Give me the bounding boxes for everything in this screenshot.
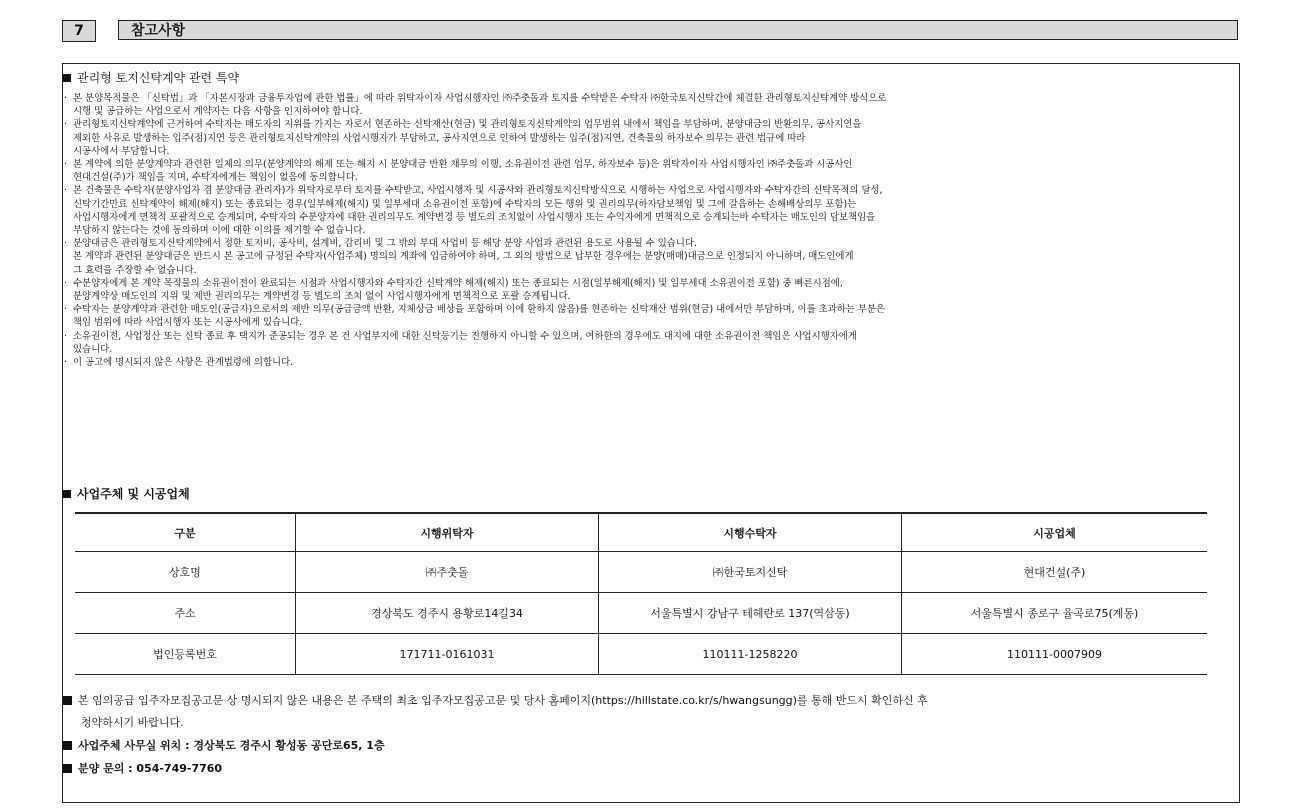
dot-bullet-icon: · [64,119,67,131]
table-cell: 서울특별시 종로구 율곡로75(계동) [902,593,1208,634]
notice-paragraph [63,303,1235,329]
table-cell: 상호명 [75,552,296,593]
header-trustor: 시행위탁자 [296,513,599,552]
website-note-continued: 청약하시기 바랍니다. [81,716,184,729]
table-header-row [75,513,1207,552]
notice-paragraph [63,237,1235,277]
trust-heading [63,69,239,86]
paragraph-line: 관리형토지신탁계약에 근거하여 수탁자는 매도자의 지위를 가지는 자로서 현존하는 신탁재산(현금) 및 관리형토지신탁계약의 업무범위 내에서 책임을 부담하며, 분양대금의 반환의무, 공사지연을 [73,119,862,131]
company-table [75,512,1207,675]
table-row [75,634,1207,675]
paragraph-line: 분양대금은 관리형토지신탁계약에서 정한 토지비, 공사비, 설계비, 감리비 및 그 밖의 부대 사업비 등 해당 분양 사업과 관련된 용도로 사용될 수 있습니다. [73,238,697,250]
office-location [63,737,385,753]
paragraph-line: 신탁기간만료 신탁계약이 해제(해지) 또는 종료되는 경우(일부해제(해지) 및 일부세대 소유권이전 포함)에 수탁자의 모든 행위 및 권리의무(하자담보책임 및 그에 갈음하는 손해배상의무 포함)는 [73,198,857,210]
section-header [62,20,1240,42]
notice-paragraph [63,158,1235,184]
dot-bullet-icon: · [64,357,67,369]
paragraph-line: 이 공고에 명시되지 않은 사항은 관계법령에 의합니다. [73,357,294,369]
notice-paragraph [63,330,1235,356]
table-cell: ㈜주춧돌 [296,552,599,593]
trust-heading-text: 관리형 토지신탁계약 관련 특약 [77,71,240,85]
square-bullet-icon [63,741,72,750]
table-cell: 171711-0161031 [296,634,599,675]
dot-bullet-icon: · [64,277,67,289]
table-row [75,552,1207,593]
table-row [75,593,1207,634]
paragraph-line: 본 계약과 관련된 분양대금은 반드시 본 공고에 규정된 수탁자(사업주체) 명의의 계좌에 입금하여야 하며, 그 외의 방법으로 납부한 경우에는 분양(매매)대금으로 인정되지 아니하며, 매도인에게 [73,251,854,263]
dot-bullet-icon: · [64,185,67,197]
paragraph-line: 사업시행자에게 면책적 포괄적으로 승계되며, 수탁자의 수분양자에 대한 권리의무도 계약변경 등 별도의 조치없이 사업시행자 또는 수익자에게 면책적으로 승계되는바 수탁자는 매도인의 담보책임을 [73,211,876,223]
table-cell: 경상북도 경주시 용황로14길34 [296,593,599,634]
dot-bullet-icon: · [64,159,67,171]
table-cell: 법인등록번호 [75,634,296,675]
paragraph-line: 본 건축물은 수탁자(분양사업자 겸 분양대금 관리자)가 위탁자로부터 토지를 수탁받고, 사업시행자 및 시공사와 관리형토지신탁방식으로 시행하는 사업으로 사업시행자와 수탁자간의 신탁목적의 달성, [73,185,883,197]
paragraph-line: 제외한 사유로 발생하는 입주(점)지연 등은 관리형토지신탁계약의 사업시행자가 부담하고, 공사지연으로 인하여 발생하는 입주(점)지연, 건축물의 하자보수 의무는 관련 법규에 따라 [73,132,806,144]
trust-paragraphs [63,92,1235,369]
paragraph-line: 본 계약에 의한 분양계약과 관련한 일체의 의무(분양계약의 해제 또는 해지 시 분양대금 반환 채무의 이행, 소유권이전 관련 업무, 하자보수 등)은 위탁자이자 사업시행자인 ㈜주춧돌과 시공사인 [73,159,853,171]
paragraph-line: 현대건설(주)가 책임을 지며, 수탁자에게는 책임이 없음에 동의합니다. [73,172,358,184]
table-cell: 주소 [75,593,296,634]
notice-paragraph [63,184,1235,237]
table-cell: ㈜한국토지신탁 [599,552,902,593]
dot-bullet-icon: · [64,238,67,250]
paragraph-line: 시공사에서 부담합니다. [73,145,170,157]
paragraph-line: 수탁자는 분양계약과 관련한 매도인(공급자)으로서의 제반 의무(공급금액 반환, 지체상금 배상을 포함하며 이에 한하지 않음)를 현존하는 신탁재산 범위(현금) 내에서만 부담하며, 이를 초과하는 부분은 [73,304,886,316]
paragraph-line: 소유권이전, 사업정산 또는 신탁 종료 후 택지가 준공되는 경우 본 건 사업부지에 대한 신탁등기는 진행하지 아니할 수 있으며, 여하한의 경우에도 대지에 대한 소유권이전 책임은 사업시행자에게 [73,330,857,342]
header-category: 구분 [75,513,296,552]
table-cell: 110111-0007909 [902,634,1208,675]
paragraph-line: 있습니다. [73,343,113,355]
section-title: 참고사항 [118,20,1238,40]
dot-bullet-icon: · [64,93,67,104]
sales-inquiry-text: 분양 문의 : 054-749-7760 [78,762,223,775]
table-cell: 110111-1258220 [599,634,902,675]
sales-inquiry [63,760,222,776]
square-bullet-icon [63,696,72,705]
paragraph-line: 부담하지 않는다는 것에 동의하며 이에 대한 이의를 제기할 수 없습니다. [73,225,366,237]
table-cell: 서울특별시 강남구 테헤란로 137(역삼동) [599,593,902,634]
header-trustee: 시행수탁자 [599,513,902,552]
notice-paragraph [63,277,1235,303]
notice-paragraph [63,118,1235,158]
paragraph-line: 그 효력을 주장할 수 없습니다. [73,264,197,276]
section-number: 7 [62,20,96,42]
square-bullet-icon [63,74,71,82]
dot-bullet-icon: · [64,304,67,316]
website-note-text: 본 임의공급 입주자모집공고문 상 명시되지 않은 내용은 본 주택의 최초 입주자모집공고문 및 당사 홈페이지(https://hillstate.co.kr/s/hwangsungg)를 통해 반드시 확인하신 후 [78,694,928,707]
office-location-text: 사업주체 사무실 위치 : 경상북도 경주시 황성동 공단로65, 1층 [78,739,385,752]
paragraph-line: 책임 범위에 따라 사업시행자 또는 시공사에게 있습니다. [73,317,303,329]
dot-bullet-icon: · [64,330,67,342]
notes-panel [62,63,1240,803]
company-heading-text: 사업주체 및 시공업체 [77,487,190,501]
notice-paragraph [63,356,1235,369]
square-bullet-icon [63,490,71,498]
table-cell: 현대건설(주) [902,552,1208,593]
paragraph-line: 시행 및 공급하는 사업으로서 계약자는 다음 사항을 인지하여야 합니다. [73,106,363,118]
website-note [63,692,928,708]
header-builder: 시공업체 [902,513,1208,552]
paragraph-line: 본 분양목적물은 「신탁법」과 「자본시장과 금융투자업에 관한 법률」에 따라 위탁자이자 사업시행자인 ㈜주춧돌과 토지를 수탁받은 수탁자 ㈜한국토지신탁간에 체결한 관리형토지신탁계약 방식으로 [73,93,887,104]
company-heading [63,485,190,502]
square-bullet-icon [63,764,72,773]
paragraph-line: 수분양자에게 본 계약 목적물의 소유권이전이 완료되는 시점과 사업시행자와 수탁자간 신탁계약 해제(해지) 또는 종료되는 시점(일부해제(해지) 및 일부세대 소유권이전 포함) 중 빠른시점에, [73,277,843,289]
paragraph-line: 분양계약상 매도인의 지위 및 제반 권리의무는 계약변경 등 별도의 조치 없이 사업시행자에게 면책적으로 포괄 승계됩니다. [73,291,571,303]
notice-paragraph [63,92,1235,118]
